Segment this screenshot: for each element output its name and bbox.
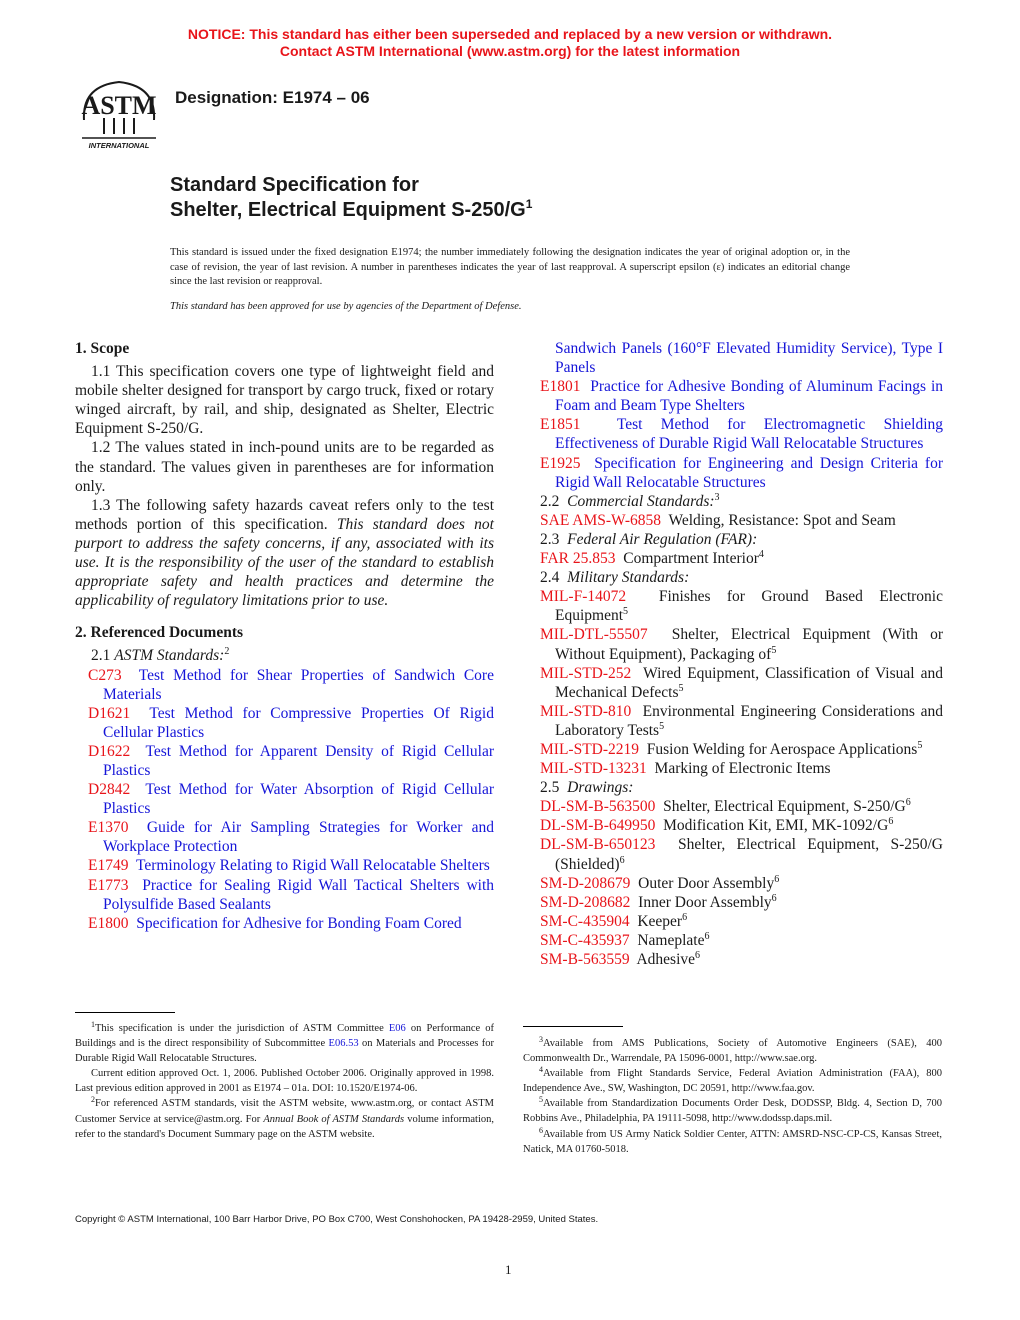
scope-1-2: 1.2 The values stated in inch-pound units are to be regarded as the standard. The values given in parentheses are for information only.	[75, 439, 494, 495]
notice-line-1: NOTICE: This standard has either been superseded and replaced by a new version or withdrawn.	[187, 26, 833, 42]
military-heading	[540, 568, 943, 587]
copyright: Copyright © ASTM International, 100 Barr Harbor Drive, PO Box C700, West Conshohocken, PA 19428-2959, United States.	[75, 1214, 599, 1225]
military-ref-mil-std-810	[540, 702, 943, 740]
section-number: 2.4	[540, 569, 560, 587]
e1800-title-continued[interactable]: Sandwich Panels (160°F Elevated Humidity Service), Type I Panels	[555, 340, 943, 377]
astm-ref-e1801	[540, 377, 943, 415]
astm-standards-list-continued	[540, 377, 943, 492]
footnote-mark: 3	[714, 491, 720, 503]
drawings-heading	[540, 778, 943, 797]
footnote-mark: 6	[771, 892, 777, 904]
reference-code[interactable]: E1801	[540, 378, 581, 396]
astm-ref-e1800	[75, 914, 494, 933]
footnote-4	[523, 1066, 942, 1096]
astm-standards-list	[75, 666, 494, 933]
footnote-text: For referenced ASTM standards, visit the ASTM website, www.astm.org, or contact ASTM Customer Service at service@astm.org. For	[75, 1098, 494, 1125]
drawing-ref-sm-b-563559	[540, 950, 943, 969]
reference-title: Modification Kit, EMI, MK-1092/G	[663, 817, 889, 835]
military-ref-mil-std-2219	[540, 740, 943, 759]
footnote-text: This specification is under the jurisdiction of ASTM Committee	[95, 1023, 384, 1034]
reference-title: Shelter, Electrical Equipment (With or Without Equipment), Packaging of	[555, 626, 943, 663]
drawing-ref-sm-d-208679	[540, 874, 943, 893]
astm-ref-c273	[75, 666, 494, 704]
scope-1-3	[75, 496, 494, 611]
footnote-1	[75, 1021, 494, 1066]
footnote-1-edition: Current edition approved Oct. 1, 2006. Published October 2006. Originally approved in 1998. Last previous edition approved in 2001 as E1974 – 01a. DOI: 10.1520/E1974-06.	[75, 1068, 494, 1095]
footnote-mark: 5	[659, 720, 665, 732]
reference-code[interactable]: SM-C-435937	[540, 931, 630, 949]
drawing-ref-sm-d-208682	[540, 893, 943, 912]
reference-code[interactable]: E1773	[88, 876, 129, 894]
footnote-mark: 2	[91, 1095, 95, 1105]
footnote-mark: 4	[539, 1065, 543, 1075]
committee-link[interactable]: E06	[388, 1023, 406, 1034]
section-number: 2.2	[540, 492, 560, 510]
section-title: ASTM Standards:	[114, 647, 225, 665]
subcommittee-link[interactable]: E06.53	[328, 1038, 359, 1050]
reference-title: Adhesive	[636, 951, 696, 968]
footnote-5	[523, 1096, 942, 1126]
footnote-mark: 6	[905, 797, 911, 809]
military-ref-mil-f-14072	[540, 587, 943, 625]
reference-title[interactable]: Test Method for Shear Properties of Sandwich Core Materials	[103, 666, 494, 703]
right-column	[540, 339, 943, 969]
astm-logo	[74, 76, 164, 152]
title-footnote-mark: 1	[525, 197, 533, 211]
far-ref-far-25-853	[540, 549, 943, 568]
footnote-mark: 6	[539, 1125, 543, 1135]
reference-title[interactable]: Terminology Relating to Rigid Wall Relocatable Shelters	[135, 857, 490, 875]
footnote-6	[523, 1127, 942, 1157]
reference-title[interactable]: Test Method for Water Absorption of Rigid Cellular Plastics	[103, 781, 494, 818]
referenced-heading: 2. Referenced Documents	[75, 624, 244, 642]
footnote-mark: 5	[771, 644, 777, 656]
reference-code[interactable]: E1925	[540, 454, 581, 472]
reference-title: Outer Door Assembly	[638, 874, 775, 892]
astm-logo-icon	[74, 76, 164, 152]
reference-code[interactable]: DL-SM-B-649950	[540, 817, 656, 835]
reference-code[interactable]: C273	[88, 666, 122, 684]
drawing-ref-sm-c-435937	[540, 931, 943, 950]
military-standards-list	[540, 587, 943, 778]
drawing-ref-dl-sm-b-563500	[540, 797, 943, 816]
reference-title: Fusion Welding for Aerospace Applications	[646, 740, 918, 758]
footnote-mark: 4	[758, 549, 764, 561]
footnote-3	[523, 1036, 942, 1066]
reference-code[interactable]: SM-D-208679	[540, 874, 631, 892]
footnote-text: on Materials and Processes for Durable Rigid Wall Relocatable Structures.	[75, 1038, 494, 1065]
reference-title[interactable]: Guide for Air Sampling Strategies for Worker and Workplace Protection	[103, 819, 494, 856]
military-ref-mil-std-252	[540, 664, 943, 702]
far-list	[540, 549, 943, 568]
reference-code[interactable]: D1622	[88, 742, 131, 760]
reference-title[interactable]: Practice for Sealing Rigid Wall Tactical Shelters with Polysulfide Based Sealants	[103, 876, 495, 913]
astm-ref-e1749	[75, 856, 494, 875]
footnote-mark: 2	[224, 646, 230, 658]
reference-code[interactable]: FAR 25.853	[540, 550, 616, 568]
reference-title: Welding, Resistance: Spot and Seam	[668, 511, 896, 529]
reference-code[interactable]: E1800	[88, 914, 129, 932]
section-title: Commercial Standards:	[567, 492, 715, 510]
designation: Designation: E1974 – 06	[175, 88, 370, 107]
astm-ref-e1851	[540, 415, 943, 453]
reference-code[interactable]: MIL-DTL-55507	[540, 626, 648, 644]
section-number: 2.1	[91, 647, 111, 665]
reference-title: Wired Equipment, Classification of Visual and Mechanical Defects	[555, 664, 943, 701]
section-number: 2.5	[540, 779, 560, 797]
reference-title: Environmental Engineering Considerations and Laboratory Tests	[555, 702, 943, 739]
astm-standards-heading	[75, 646, 494, 665]
footnote-text: Available from AMS Publications, Society of Automotive Engineers (SAE), 400 Commonwealth Dr., Warrendale, PA 15096-0001, http://www.sae.org.	[523, 1038, 942, 1065]
footnote-italic: Annual Book of ASTM Standards	[263, 1113, 405, 1125]
reference-title: Marking of Electronic Items	[654, 760, 831, 778]
reference-code[interactable]: SM-D-208682	[540, 893, 631, 911]
scope-heading: 1. Scope	[75, 340, 130, 357]
reference-code[interactable]: MIL-STD-252	[540, 664, 632, 682]
footnote-text: Available from Standardization Documents Order Desk, DODSSP, Bldg. 4, Section D, 700 Robbins Ave., Philadelphia, PA 19111-5098, http://www.dodssp.daps.mil.	[523, 1098, 942, 1125]
footnotes-right	[523, 1036, 942, 1157]
title-line-1: Standard Specification for	[170, 174, 419, 196]
astm-ref-e1773	[75, 876, 494, 914]
scope-1-1: 1.1 This specification covers one type of lightweight field and mobile shelter designed for transport by cargo truck, fixed or rotary winged aircraft, by rail, and ship, designated as Shelter, Electric Equipment S-250/G.	[75, 363, 494, 438]
reference-code[interactable]: SAE AMS-W-6858	[540, 511, 661, 529]
reference-code[interactable]: E1749	[88, 857, 129, 875]
reference-code[interactable]: D1621	[88, 704, 131, 722]
footnote-mark: 5	[678, 682, 684, 694]
page-number: 1	[505, 1262, 512, 1277]
footnote-mark: 6	[682, 911, 688, 923]
footnote-mark: 6	[704, 930, 710, 942]
reference-title[interactable]: Practice for Adhesive Bonding of Aluminum Facings in Foam and Beam Type Shelters	[555, 378, 944, 415]
footnote-mark: 5	[917, 739, 923, 751]
left-column	[75, 339, 494, 933]
document-title	[170, 173, 532, 223]
footnote-rule-left	[75, 1012, 175, 1013]
section-title: Federal Air Regulation (FAR):	[567, 530, 758, 548]
reference-code[interactable]: MIL-STD-810	[540, 702, 632, 720]
footnote-text: Available from US Army Natick Soldier Center, ATTN: AMSRD-NSC-CP-CS, Kansas Street, Natick, MA 01760-5018.	[523, 1128, 942, 1155]
astm-ref-d1621	[75, 704, 494, 742]
reference-code[interactable]: MIL-F-14072	[540, 588, 627, 606]
drawing-ref-dl-sm-b-650123	[540, 835, 943, 873]
approved-note: This standard has been approved for use by agencies of the Department of Defense.	[170, 301, 522, 312]
footnote-text: Available from Flight Standards Service, Federal Aviation Administration (FAA), 800 Independence Ave., SW, Washington, DC 20591, http://www.faa.gov.	[523, 1068, 942, 1095]
military-ref-mil-std-13231	[540, 759, 943, 778]
footnote-text: volume information, refer to the standard's Document Summary page on the ASTM website.	[75, 1113, 494, 1140]
reference-code[interactable]: DL-SM-B-563500	[540, 798, 656, 816]
section-number: 2.3	[540, 530, 560, 548]
drawings-list	[540, 797, 943, 969]
footnote-mark: 5	[539, 1095, 543, 1105]
reference-title[interactable]: Test Method for Compressive Properties Of Rigid Cellular Plastics	[103, 704, 494, 741]
reference-title[interactable]: Test Method for Electromagnetic Shielding Effectiveness of Durable Rigid Wall Relocatable Structures	[555, 416, 943, 453]
reference-title: Inner Door Assembly	[638, 893, 772, 911]
reference-code[interactable]: MIL-STD-13231	[540, 760, 647, 778]
scope-caveat: This standard does not purport to address the safety concerns, if any, associated with its use. It is the responsibility of the user of the standard to establish appropriate safety and health practices and determine the applicability of regulatory limitations prior to use.	[75, 515, 494, 610]
reference-title: Keeper	[637, 912, 683, 930]
footnote-2	[75, 1096, 494, 1141]
drawing-ref-sm-c-435904	[540, 912, 943, 931]
reference-code[interactable]: E1370	[88, 819, 129, 837]
section-title: Drawings:	[567, 779, 634, 797]
drawing-ref-dl-sm-b-649950	[540, 816, 943, 835]
section-title: Military Standards:	[567, 569, 690, 587]
reference-title: Shelter, Electrical Equipment, S-250/G (Shielded)	[555, 836, 943, 873]
footnotes-left	[75, 1021, 494, 1142]
reference-code[interactable]: SM-B-563559	[540, 951, 630, 968]
commercial-standards-list	[540, 511, 943, 530]
footnote-mark: 6	[888, 816, 894, 828]
logo-org-text: INTERNATIONAL	[88, 141, 150, 150]
footnote-mark: 6	[695, 950, 701, 961]
notice-line-2: Contact ASTM International (www.astm.org) for the latest information	[279, 43, 741, 59]
astm-ref-e1370	[75, 818, 494, 856]
scope-1-3-text: 1.3 The following safety hazards caveat refers only to the test methods portion of this specification.	[75, 496, 494, 533]
reference-title[interactable]: Specification for Adhesive for Bonding Foam Cored	[136, 914, 462, 932]
logo-mark-text: ASTM	[81, 91, 157, 120]
issued-note: This standard is issued under the fixed designation E1974; the number immediately following the designation indicates the year of original adoption or, in the case of revision, the year of last revision. A number in parentheses indicates the year of last reapproval. A superscript epsilon (ε) indicates an editorial change since the last revision or reapproval.	[170, 247, 850, 287]
astm-ref-e1925	[540, 454, 943, 492]
footnote-mark: 1	[91, 1020, 95, 1029]
footnote-mark: 6	[774, 873, 780, 885]
reference-code[interactable]: DL-SM-B-650123	[540, 836, 656, 854]
far-heading	[540, 530, 943, 549]
reference-title: Finishes for Ground Based Electronic Equipment	[555, 588, 943, 625]
reference-title: Nameplate	[637, 931, 705, 949]
footnote-mark: 6	[619, 854, 625, 866]
reference-title: Shelter, Electrical Equipment, S-250/G	[663, 798, 906, 816]
reference-title[interactable]: Test Method for Apparent Density of Rigid Cellular Plastics	[103, 742, 494, 779]
commercial-ref-sae-ams-w-6858	[540, 511, 943, 530]
astm-ref-d2842	[75, 780, 494, 818]
title-line-2: Shelter, Electrical Equipment S-250/G	[170, 199, 526, 221]
reference-code[interactable]: MIL-STD-2219	[540, 740, 640, 758]
footnote-mark: 3	[539, 1035, 543, 1044]
footnote-text: on Performance of Buildings and is the direct responsibility of Subcommittee	[75, 1023, 494, 1050]
commercial-heading	[540, 492, 943, 511]
reference-code[interactable]: D2842	[88, 781, 131, 799]
astm-ref-d1622	[75, 742, 494, 780]
reference-title: Compartment Interior	[623, 550, 759, 568]
military-ref-mil-dtl-55507	[540, 625, 943, 663]
e1800-continuation	[540, 339, 943, 377]
footnote-mark: 5	[623, 606, 629, 618]
reference-code[interactable]: E1851	[540, 416, 581, 434]
reference-title[interactable]: Specification for Engineering and Design Criteria for Rigid Wall Relocatable Structures	[555, 454, 944, 491]
reference-code[interactable]: SM-C-435904	[540, 912, 630, 930]
footnote-rule-right	[523, 1026, 623, 1027]
